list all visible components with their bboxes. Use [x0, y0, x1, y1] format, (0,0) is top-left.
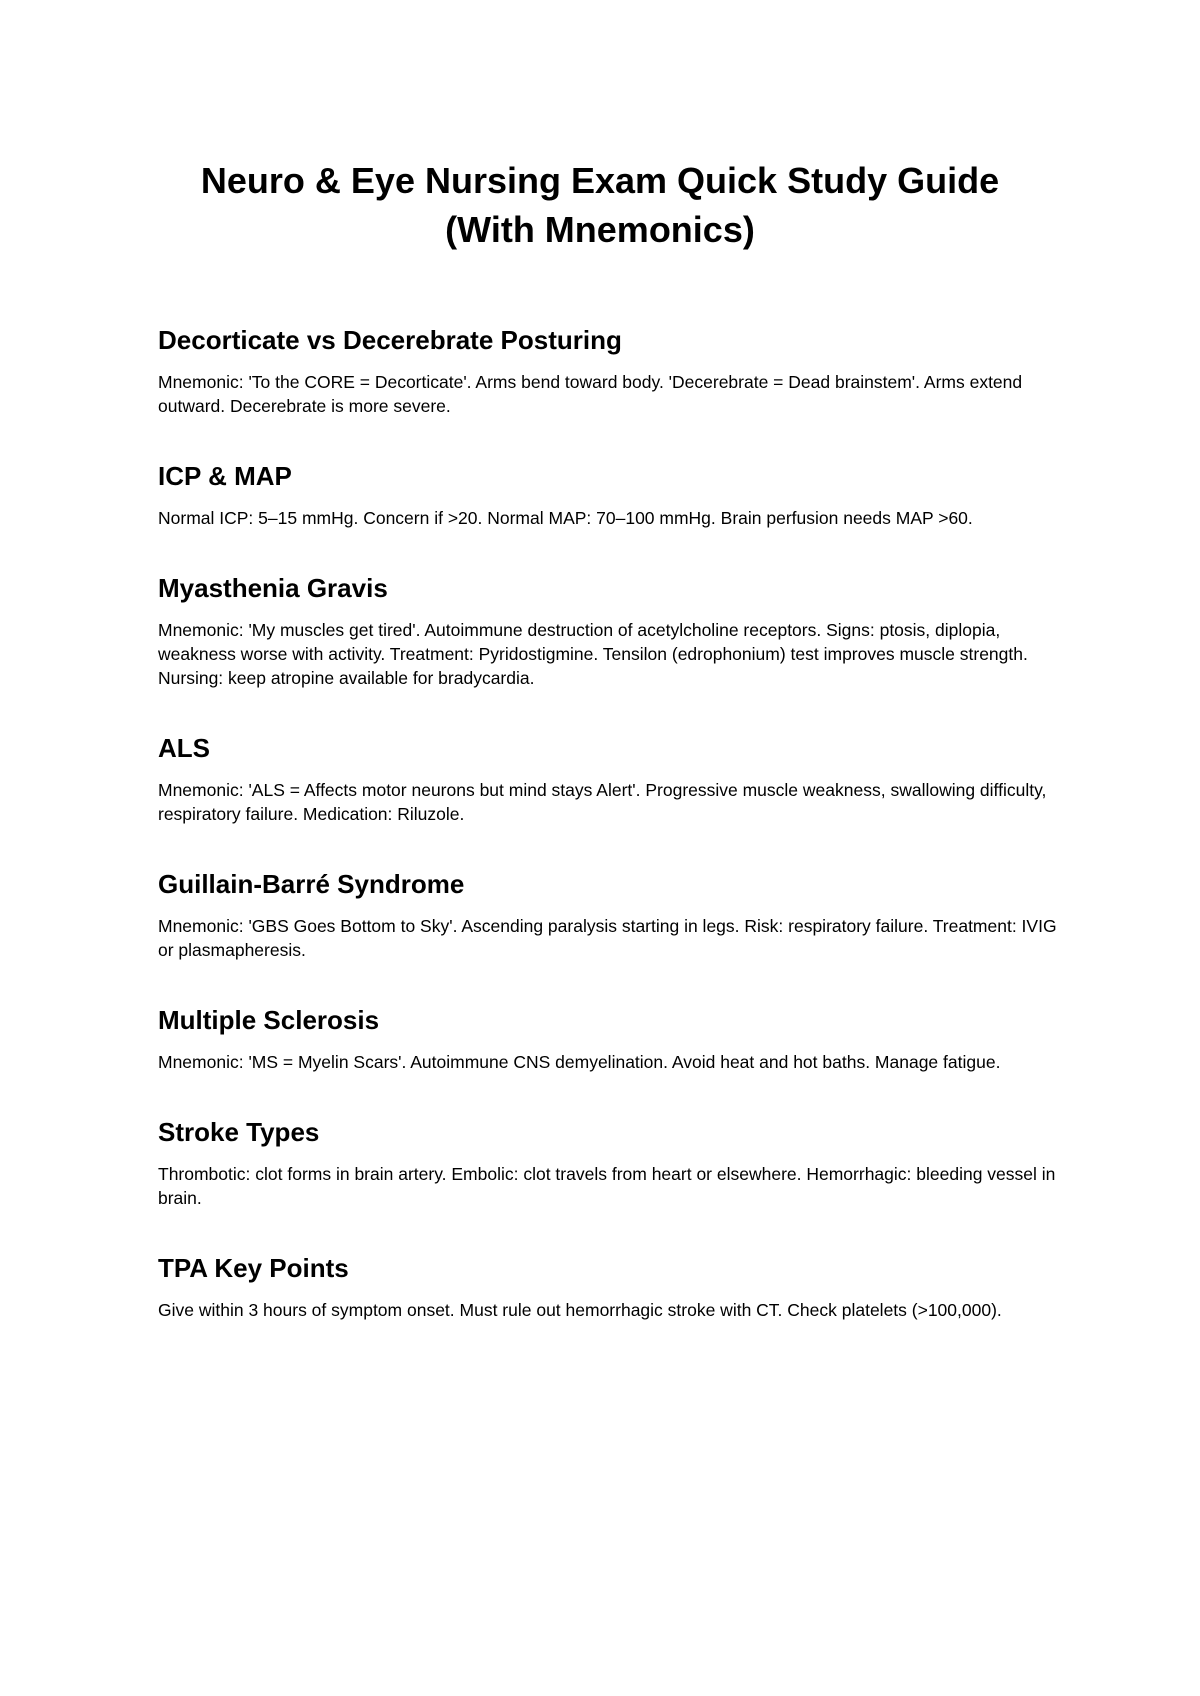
- section-body: Give within 3 hours of symptom onset. Must rule out hemorrhagic stroke with CT. Check platelets (>100,000).: [158, 1300, 1002, 1320]
- section-tpa-key-points: [158, 1252, 1058, 1322]
- page-title: [0, 156, 1200, 254]
- section-body: Mnemonic: 'ALS = Affects motor neurons but mind stays Alert'. Progressive muscle weakness, swallowing difficulty, respiratory failure. Medication: Riluzole.: [158, 780, 1047, 824]
- section-icp-map: [158, 460, 1058, 530]
- page-title-line-1: Neuro & Eye Nursing Exam Quick Study Guide: [200, 160, 1000, 201]
- section-stroke-types: [158, 1116, 1058, 1210]
- section-posturing: [158, 324, 1058, 418]
- page-title-line-2: (With Mnemonics): [445, 209, 755, 250]
- section-als: [158, 732, 1058, 826]
- section-heading: Myasthenia Gravis: [158, 573, 388, 603]
- section-list: [158, 324, 1058, 1364]
- section-heading: Decorticate vs Decerebrate Posturing: [158, 325, 622, 355]
- section-myasthenia-gravis: [158, 572, 1058, 690]
- section-heading: Stroke Types: [158, 1117, 320, 1147]
- section-heading: TPA Key Points: [158, 1253, 349, 1283]
- section-heading: ICP & MAP: [158, 461, 292, 491]
- section-heading: ALS: [158, 733, 210, 763]
- section-guillain-barre: [158, 868, 1058, 962]
- section-body: Mnemonic: 'GBS Goes Bottom to Sky'. Ascending paralysis starting in legs. Risk: respiratory failure. Treatment: IVIG or plasmapheresis.: [158, 916, 1057, 960]
- section-body: Normal ICP: 5–15 mmHg. Concern if >20. Normal MAP: 70–100 mmHg. Brain perfusion needs MAP >60.: [158, 508, 973, 528]
- section-multiple-sclerosis: [158, 1004, 1058, 1074]
- section-body: Mnemonic: 'My muscles get tired'. Autoimmune destruction of acetylcholine receptors. Signs: ptosis, diplopia, weakness worse with activity. Treatment: Pyridostigmine. Tensilon (edrophonium) test improves muscle strength. Nursing: keep atropine available for bradycardia.: [158, 620, 1028, 688]
- section-body: Mnemonic: 'To the CORE = Decorticate'. Arms bend toward body. 'Decerebrate = Dead brainstem'. Arms extend outward. Decerebrate is more severe.: [158, 372, 1023, 416]
- section-body: Thrombotic: clot forms in brain artery. Embolic: clot travels from heart or elsewhere. Hemorrhagic: bleeding vessel in brain.: [158, 1164, 1056, 1208]
- section-heading: Multiple Sclerosis: [158, 1005, 380, 1035]
- section-body: Mnemonic: 'MS = Myelin Scars'. Autoimmune CNS demyelination. Avoid heat and hot baths. Manage fatigue.: [158, 1052, 1001, 1072]
- section-heading: Guillain-Barré Syndrome: [158, 869, 465, 899]
